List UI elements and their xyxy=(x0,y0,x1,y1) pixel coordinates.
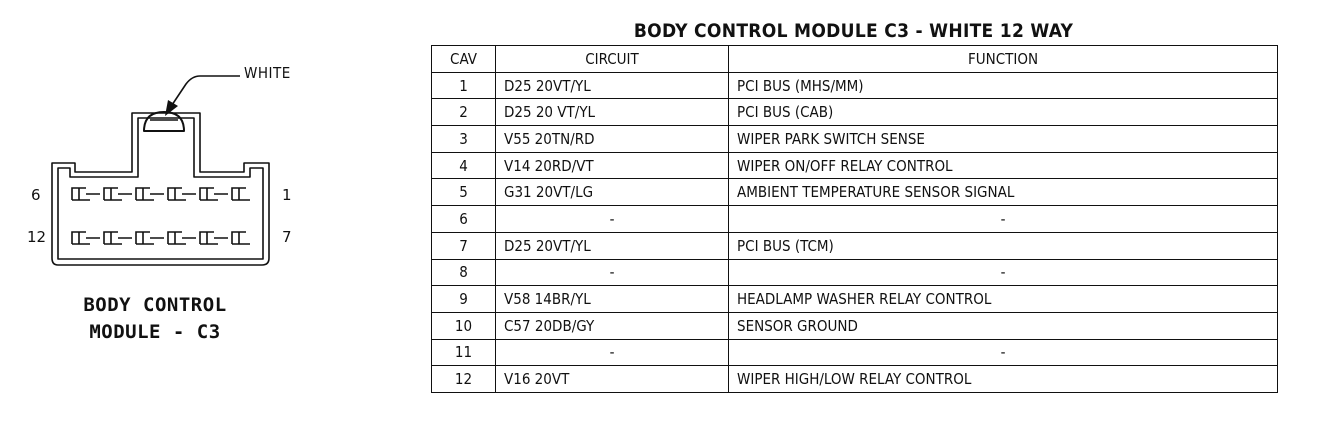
cell-circuit: V14 20RD/VT xyxy=(496,152,729,179)
cell-circuit: - xyxy=(496,339,729,366)
cell-cav: 4 xyxy=(432,152,496,179)
cell-circuit: D25 20VT/YL xyxy=(496,72,729,99)
connector-caption xyxy=(60,292,250,346)
cell-function: - xyxy=(729,259,1278,286)
table-row xyxy=(432,286,1278,313)
table-title: BODY CONTROL MODULE C3 - WHITE 12 WAY xyxy=(633,20,1074,42)
table-row xyxy=(432,259,1278,286)
pin-label-7: 7 xyxy=(282,228,292,246)
cell-circuit: G31 20VT/LG xyxy=(496,179,729,206)
pin-label-6: 6 xyxy=(31,186,41,204)
cell-circuit: D25 20 VT/YL xyxy=(496,99,729,126)
cell-function: WIPER HIGH/LOW RELAY CONTROL xyxy=(729,366,1278,393)
pin-label-12: 12 xyxy=(27,228,47,246)
table-row xyxy=(432,339,1278,366)
cell-function: - xyxy=(729,206,1278,233)
table-row xyxy=(432,179,1278,206)
table-row xyxy=(432,126,1278,153)
cell-cav: 2 xyxy=(432,99,496,126)
cell-function: WIPER PARK SWITCH SENSE xyxy=(729,126,1278,153)
table-row xyxy=(432,152,1278,179)
table-row xyxy=(432,72,1278,99)
connector-illustration xyxy=(0,0,330,424)
cell-function: PCI BUS (MHS/MM) xyxy=(729,72,1278,99)
cell-function: AMBIENT TEMPERATURE SENSOR SIGNAL xyxy=(729,179,1278,206)
table-row xyxy=(432,232,1278,259)
cell-cav: 7 xyxy=(432,232,496,259)
cell-circuit: - xyxy=(496,206,729,233)
cell-function: PCI BUS (CAB) xyxy=(729,99,1278,126)
cell-cav: 9 xyxy=(432,286,496,313)
cell-function: - xyxy=(729,339,1278,366)
cell-circuit: V58 14BR/YL xyxy=(496,286,729,313)
cell-function: WIPER ON/OFF RELAY CONTROL xyxy=(729,152,1278,179)
cell-function: PCI BUS (TCM) xyxy=(729,232,1278,259)
cell-cav: 1 xyxy=(432,72,496,99)
cell-function: SENSOR GROUND xyxy=(729,312,1278,339)
table-row xyxy=(432,312,1278,339)
cell-cav: 3 xyxy=(432,126,496,153)
table-header-row xyxy=(432,46,1278,73)
terminal-row-bottom xyxy=(72,232,250,244)
header-function: FUNCTION xyxy=(729,46,1278,73)
table-row xyxy=(432,206,1278,233)
cell-circuit: - xyxy=(496,259,729,286)
cell-circuit: V55 20TN/RD xyxy=(496,126,729,153)
connector-color-label: WHITE xyxy=(244,64,291,82)
cell-circuit: C57 20DB/GY xyxy=(496,312,729,339)
caption-line-1: BODY CONTROL xyxy=(83,294,227,316)
cell-function: HEADLAMP WASHER RELAY CONTROL xyxy=(729,286,1278,313)
cell-cav: 11 xyxy=(432,339,496,366)
cell-cav: 8 xyxy=(432,259,496,286)
pin-label-1: 1 xyxy=(282,186,292,204)
cell-circuit: D25 20VT/YL xyxy=(496,232,729,259)
pinout-table xyxy=(431,45,1278,393)
header-cav: CAV xyxy=(432,46,496,73)
cell-cav: 5 xyxy=(432,179,496,206)
cell-circuit: V16 20VT xyxy=(496,366,729,393)
cell-cav: 6 xyxy=(432,206,496,233)
caption-line-2: MODULE - C3 xyxy=(89,321,221,343)
table-row xyxy=(432,99,1278,126)
header-circuit: CIRCUIT xyxy=(496,46,729,73)
terminal-row-top xyxy=(72,188,250,200)
table-row xyxy=(432,366,1278,393)
cell-cav: 12 xyxy=(432,366,496,393)
cell-cav: 10 xyxy=(432,312,496,339)
